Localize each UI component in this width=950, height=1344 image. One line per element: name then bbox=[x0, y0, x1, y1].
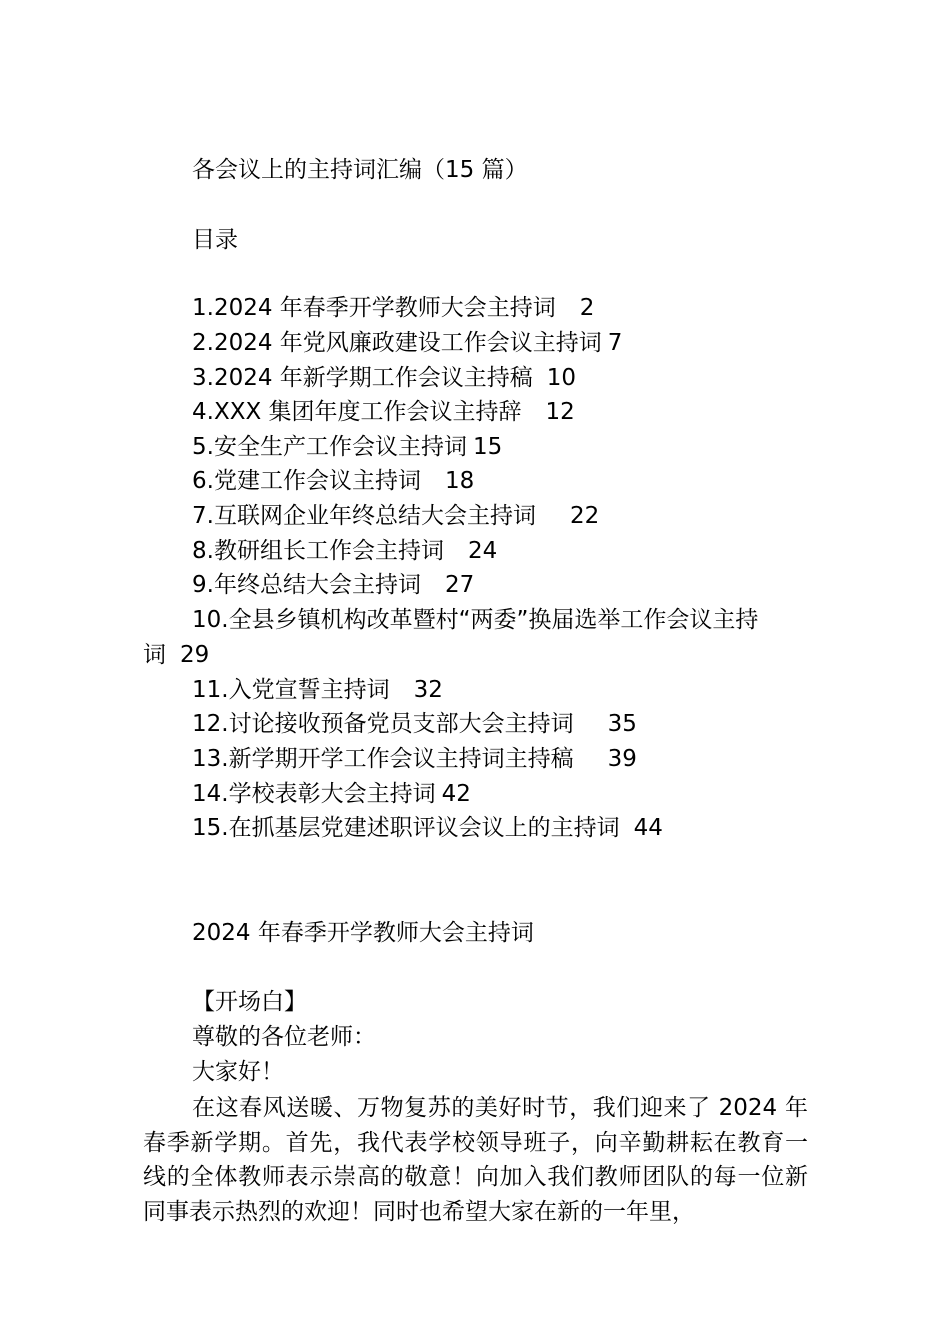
document-title: 各会议上的主持词汇编（15 篇） bbox=[192, 157, 528, 183]
toc-entry-page: 39 bbox=[607, 746, 637, 772]
toc-entry-label: 6.党建工作会议主持词 bbox=[192, 468, 421, 494]
opening-label: 【开场白】 bbox=[192, 989, 307, 1015]
greeting: 大家好！ bbox=[192, 1059, 284, 1085]
toc-entry-page: 18 bbox=[444, 468, 475, 494]
toc-entry-5[interactable] bbox=[192, 432, 502, 462]
toc-entry-label: 1.2024 年春季开学教师大会主持词 bbox=[192, 295, 556, 321]
toc-entry-label: 12.讨论接收预备党员支部大会主持词 bbox=[192, 711, 574, 737]
toc-entry-label-continuation: 词 bbox=[143, 642, 166, 668]
toc-entry-9[interactable] bbox=[192, 570, 474, 600]
toc-entry-3[interactable] bbox=[192, 363, 576, 393]
toc-entry-label: 14.学校表彰大会主持词 bbox=[192, 781, 436, 807]
toc-entry-page: 27 bbox=[444, 572, 475, 598]
salutation: 尊敬的各位老师： bbox=[192, 1024, 376, 1050]
toc-entry-label: 3.2024 年新学期工作会议主持稿 bbox=[192, 365, 533, 391]
toc-entry-2[interactable] bbox=[192, 328, 622, 358]
toc-entry-label: 15.在抓基层党建述职评议会议上的主持词 bbox=[192, 815, 620, 841]
toc-entry-page: 15 bbox=[472, 434, 503, 460]
toc-entry-11[interactable] bbox=[192, 675, 443, 705]
toc-entry-1[interactable] bbox=[192, 293, 594, 323]
toc-entry-page: 12 bbox=[545, 399, 575, 425]
toc-entry-12[interactable] bbox=[192, 709, 637, 739]
section-title: 2024 年春季开学教师大会主持词 bbox=[192, 920, 534, 946]
toc-entry-page: 7 bbox=[607, 330, 623, 356]
toc-entry-page: 44 bbox=[633, 815, 663, 841]
toc-entry-14[interactable] bbox=[192, 779, 471, 809]
toc-entry-label: 8.教研组长工作会主持词 bbox=[192, 538, 444, 564]
toc-entry-page: 22 bbox=[569, 503, 600, 529]
toc-entry-page: 32 bbox=[413, 677, 443, 703]
toc-entry-label: 2.2024 年党风廉政建设工作会议主持词 bbox=[192, 330, 602, 356]
toc-entry-10-continuation[interactable] bbox=[143, 640, 209, 670]
toc-entry-13[interactable] bbox=[192, 744, 637, 774]
toc-entry-4[interactable] bbox=[192, 397, 575, 427]
toc-entry-label: 7.互联网企业年终总结大会主持词 bbox=[192, 503, 536, 529]
toc-entry-label: 4.XXX 集团年度工作会议主持辞 bbox=[192, 399, 522, 425]
toc-entry-6[interactable] bbox=[192, 466, 474, 496]
toc-entry-label: 5.安全生产工作会议主持词 bbox=[192, 434, 467, 460]
toc-entry-10[interactable] bbox=[192, 605, 758, 635]
body-paragraph: 在这春风送暖、万物复苏的美好时节，我们迎来了 2024 年春季新学期。首先，我代表学校领导班子，向辛勤耕耘在教育一线的全体教师表示崇高的敬意！向加入我们教师团队的每一位新同事表示热烈的欢迎！同时也希望大家在新的一年里， bbox=[143, 1095, 808, 1225]
toc-entry-label: 11.入党宣誓主持词 bbox=[192, 677, 390, 703]
toc-entry-label: 13.新学期开学工作会议主持词主持稿 bbox=[192, 746, 574, 772]
toc-entry-page: 35 bbox=[607, 711, 637, 737]
toc-entry-page: 24 bbox=[467, 538, 498, 564]
toc-entry-7[interactable] bbox=[192, 501, 599, 531]
toc-entry-label: 9.年终总结大会主持词 bbox=[192, 572, 421, 598]
toc-heading: 目录 bbox=[192, 227, 238, 253]
toc-entry-page: 42 bbox=[441, 781, 471, 807]
toc-entry-page: 29 bbox=[180, 642, 210, 668]
toc-entry-8[interactable] bbox=[192, 536, 497, 566]
toc-entry-page: 10 bbox=[546, 365, 577, 391]
toc-entry-page: 2 bbox=[579, 295, 595, 321]
toc-entry-15[interactable] bbox=[192, 813, 663, 843]
toc-entry-label: 10.全县乡镇机构改革暨村“两委”换届选举工作会议主持 bbox=[192, 607, 759, 633]
